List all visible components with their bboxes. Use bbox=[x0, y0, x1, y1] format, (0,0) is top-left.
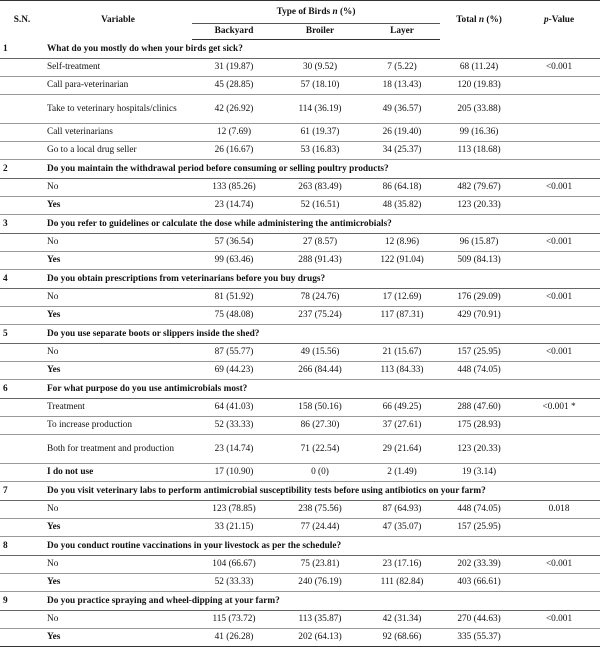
question-row bbox=[0, 325, 600, 344]
p-value bbox=[518, 95, 600, 124]
backyard-value: 41 (26.28) bbox=[192, 629, 276, 647]
answer-row bbox=[0, 464, 600, 482]
layer-value: 92 (68.66) bbox=[364, 629, 440, 647]
question-row bbox=[0, 592, 600, 611]
broiler-value: 53 (16.83) bbox=[276, 142, 364, 160]
total-value: 99 (16.36) bbox=[440, 124, 518, 142]
answer-row bbox=[0, 307, 600, 325]
layer-value: 37 (27.61) bbox=[364, 417, 440, 435]
question-row bbox=[0, 40, 600, 59]
header-backyard: Backyard bbox=[192, 24, 276, 40]
question-text: Do you maintain the withdrawal period before consuming or selling poultry products? bbox=[44, 160, 600, 179]
question-number: 2 bbox=[0, 160, 44, 179]
answer-label: I do not use bbox=[44, 464, 192, 482]
broiler-value: 57 (18.10) bbox=[276, 77, 364, 95]
layer-value: 26 (19.40) bbox=[364, 124, 440, 142]
layer-value: 17 (12.69) bbox=[364, 289, 440, 307]
total-value: 429 (70.91) bbox=[440, 307, 518, 325]
question-text: Do you refer to guidelines or calculate the dose while administering the antimicrobials? bbox=[44, 215, 600, 234]
broiler-value: 114 (36.19) bbox=[276, 95, 364, 124]
answer-label: No bbox=[44, 234, 192, 252]
total-value: 157 (25.95) bbox=[440, 344, 518, 362]
question-text: Do you conduct routine vaccinations in your livestock as per the schedule? bbox=[44, 537, 600, 556]
p-value: <0.001 bbox=[518, 344, 600, 362]
answer-row bbox=[0, 362, 600, 380]
layer-value: 42 (31.34) bbox=[364, 611, 440, 629]
question-number: 5 bbox=[0, 325, 44, 344]
broiler-value: 238 (75.56) bbox=[276, 501, 364, 519]
broiler-value: 27 (8.57) bbox=[276, 234, 364, 252]
p-value bbox=[518, 362, 600, 380]
table-body bbox=[0, 40, 600, 647]
question-number: 6 bbox=[0, 380, 44, 399]
blank-cell bbox=[0, 179, 44, 197]
layer-value: 23 (17.16) bbox=[364, 556, 440, 574]
backyard-value: 115 (73.72) bbox=[192, 611, 276, 629]
blank-cell bbox=[0, 399, 44, 417]
answer-label: Yes bbox=[44, 362, 192, 380]
blank-cell bbox=[0, 611, 44, 629]
broiler-value: 240 (76.19) bbox=[276, 574, 364, 592]
total-value: 270 (44.63) bbox=[440, 611, 518, 629]
layer-value: 2 (1.49) bbox=[364, 464, 440, 482]
layer-value: 49 (36.57) bbox=[364, 95, 440, 124]
question-number: 8 bbox=[0, 537, 44, 556]
answer-label: Yes bbox=[44, 519, 192, 537]
backyard-value: 42 (26.92) bbox=[192, 95, 276, 124]
p-value: <0.001 bbox=[518, 59, 600, 77]
blank-cell bbox=[0, 307, 44, 325]
blank-cell bbox=[0, 142, 44, 160]
blank-cell bbox=[0, 362, 44, 380]
answer-row bbox=[0, 344, 600, 362]
blank-cell bbox=[0, 77, 44, 95]
total-value: 113 (18.68) bbox=[440, 142, 518, 160]
p-value bbox=[518, 519, 600, 537]
answer-label: Call para-veterinarian bbox=[44, 77, 192, 95]
layer-value: 122 (91.04) bbox=[364, 252, 440, 270]
layer-value: 47 (35.07) bbox=[364, 519, 440, 537]
answer-row bbox=[0, 124, 600, 142]
answer-label: Yes bbox=[44, 629, 192, 647]
question-number: 7 bbox=[0, 482, 44, 501]
total-value: 509 (84.13) bbox=[440, 252, 518, 270]
answer-row bbox=[0, 556, 600, 574]
answer-label: Yes bbox=[44, 307, 192, 325]
blank-cell bbox=[0, 417, 44, 435]
answer-label: To increase production bbox=[44, 417, 192, 435]
broiler-value: 49 (15.56) bbox=[276, 344, 364, 362]
p-value bbox=[518, 197, 600, 215]
total-value: 205 (33.88) bbox=[440, 95, 518, 124]
question-text: What do you mostly do when your birds get sick? bbox=[44, 40, 600, 59]
answer-label: No bbox=[44, 611, 192, 629]
broiler-value: 77 (24.44) bbox=[276, 519, 364, 537]
answer-label: No bbox=[44, 344, 192, 362]
answer-row bbox=[0, 77, 600, 95]
total-value: 120 (19.83) bbox=[440, 77, 518, 95]
broiler-value: 86 (27.30) bbox=[276, 417, 364, 435]
backyard-value: 104 (66.67) bbox=[192, 556, 276, 574]
p-value: <0.001 bbox=[518, 556, 600, 574]
p-value: <0.001 bbox=[518, 179, 600, 197]
question-row bbox=[0, 482, 600, 501]
table-header bbox=[0, 1, 600, 40]
p-value: <0.001 * bbox=[518, 399, 600, 417]
question-number: 4 bbox=[0, 270, 44, 289]
answer-label: No bbox=[44, 501, 192, 519]
broiler-value: 52 (16.51) bbox=[276, 197, 364, 215]
header-pvalue: p-Value bbox=[518, 1, 600, 40]
total-value: 175 (28.93) bbox=[440, 417, 518, 435]
answer-row bbox=[0, 95, 600, 124]
backyard-value: 57 (36.54) bbox=[192, 234, 276, 252]
blank-cell bbox=[0, 464, 44, 482]
layer-value: 21 (15.67) bbox=[364, 344, 440, 362]
total-value: 202 (33.39) bbox=[440, 556, 518, 574]
blank-cell bbox=[0, 59, 44, 77]
backyard-value: 87 (55.77) bbox=[192, 344, 276, 362]
answer-row bbox=[0, 501, 600, 519]
total-value: 448 (74.05) bbox=[440, 501, 518, 519]
layer-value: 34 (25.37) bbox=[364, 142, 440, 160]
total-value: 123 (20.33) bbox=[440, 435, 518, 464]
header-type-of-birds bbox=[192, 1, 440, 24]
broiler-value: 266 (84.44) bbox=[276, 362, 364, 380]
question-text: Do you use separate boots or slippers inside the shed? bbox=[44, 325, 600, 344]
total-value: 403 (66.61) bbox=[440, 574, 518, 592]
answer-label: No bbox=[44, 179, 192, 197]
broiler-value: 30 (9.52) bbox=[276, 59, 364, 77]
answer-row bbox=[0, 519, 600, 537]
answer-row bbox=[0, 197, 600, 215]
backyard-value: 81 (51.92) bbox=[192, 289, 276, 307]
p-value: <0.001 bbox=[518, 289, 600, 307]
blank-cell bbox=[0, 519, 44, 537]
answer-label: Treatment bbox=[44, 399, 192, 417]
backyard-value: 23 (14.74) bbox=[192, 197, 276, 215]
total-value: 157 (25.95) bbox=[440, 519, 518, 537]
total-value: 96 (15.87) bbox=[440, 234, 518, 252]
header-broiler: Broiler bbox=[276, 24, 364, 40]
total-value: 123 (20.33) bbox=[440, 197, 518, 215]
layer-value: 18 (13.43) bbox=[364, 77, 440, 95]
backyard-value: 12 (7.69) bbox=[192, 124, 276, 142]
answer-row bbox=[0, 435, 600, 464]
answer-row bbox=[0, 59, 600, 77]
layer-value: 48 (35.82) bbox=[364, 197, 440, 215]
broiler-value: 158 (50.16) bbox=[276, 399, 364, 417]
question-row bbox=[0, 160, 600, 179]
backyard-value: 64 (41.03) bbox=[192, 399, 276, 417]
backyard-value: 33 (21.15) bbox=[192, 519, 276, 537]
layer-value: 87 (64.93) bbox=[364, 501, 440, 519]
broiler-value: 237 (75.24) bbox=[276, 307, 364, 325]
backyard-value: 31 (19.87) bbox=[192, 59, 276, 77]
total-value: 68 (11.24) bbox=[440, 59, 518, 77]
question-row bbox=[0, 380, 600, 399]
blank-cell bbox=[0, 629, 44, 647]
p-value bbox=[518, 464, 600, 482]
layer-value: 86 (64.18) bbox=[364, 179, 440, 197]
question-text: Do you visit veterinary labs to perform antimicrobial susceptibility tests before using antibiotics on your farm? bbox=[44, 482, 600, 501]
blank-cell bbox=[0, 435, 44, 464]
total-value: 448 (74.05) bbox=[440, 362, 518, 380]
p-value bbox=[518, 124, 600, 142]
blank-cell bbox=[0, 252, 44, 270]
backyard-value: 69 (44.23) bbox=[192, 362, 276, 380]
answer-row bbox=[0, 142, 600, 160]
blank-cell bbox=[0, 289, 44, 307]
total-value: 482 (79.67) bbox=[440, 179, 518, 197]
p-value bbox=[518, 142, 600, 160]
p-value bbox=[518, 252, 600, 270]
layer-value: 113 (84.33) bbox=[364, 362, 440, 380]
header-type-of-birds-label: Type of Birds n (%) bbox=[276, 6, 356, 17]
answer-row bbox=[0, 179, 600, 197]
broiler-value: 71 (22.54) bbox=[276, 435, 364, 464]
answer-row bbox=[0, 417, 600, 435]
backyard-value: 133 (85.26) bbox=[192, 179, 276, 197]
backyard-value: 23 (14.74) bbox=[192, 435, 276, 464]
backyard-value: 52 (33.33) bbox=[192, 417, 276, 435]
question-text: Do you obtain prescriptions from veterinarians before you buy drugs? bbox=[44, 270, 600, 289]
total-value: 335 (55.37) bbox=[440, 629, 518, 647]
backyard-value: 99 (63.46) bbox=[192, 252, 276, 270]
p-value: <0.001 bbox=[518, 234, 600, 252]
layer-value: 7 (5.22) bbox=[364, 59, 440, 77]
answer-label: Both for treatment and production bbox=[44, 435, 192, 464]
broiler-value: 78 (24.76) bbox=[276, 289, 364, 307]
answer-label: Yes bbox=[44, 574, 192, 592]
p-value bbox=[518, 629, 600, 647]
question-row bbox=[0, 537, 600, 556]
question-number: 3 bbox=[0, 215, 44, 234]
answer-row bbox=[0, 574, 600, 592]
p-value bbox=[518, 307, 600, 325]
answer-row bbox=[0, 252, 600, 270]
p-value: <0.001 bbox=[518, 611, 600, 629]
blank-cell bbox=[0, 95, 44, 124]
total-value: 19 (3.14) bbox=[440, 464, 518, 482]
question-text: Do you practice spraying and wheel-dipping at your farm? bbox=[44, 592, 600, 611]
answer-label: No bbox=[44, 556, 192, 574]
answer-label: No bbox=[44, 289, 192, 307]
header-total: Total n (%) bbox=[440, 1, 518, 40]
answer-row bbox=[0, 399, 600, 417]
broiler-value: 288 (91.43) bbox=[276, 252, 364, 270]
broiler-value: 0 (0) bbox=[276, 464, 364, 482]
answer-label: Call veterinarians bbox=[44, 124, 192, 142]
broiler-value: 202 (64.13) bbox=[276, 629, 364, 647]
layer-value: 29 (21.64) bbox=[364, 435, 440, 464]
question-text: For what purpose do you use antimicrobials most? bbox=[44, 380, 600, 399]
answer-label: Self-treatment bbox=[44, 59, 192, 77]
blank-cell bbox=[0, 344, 44, 362]
backyard-value: 52 (33.33) bbox=[192, 574, 276, 592]
answer-label: Yes bbox=[44, 197, 192, 215]
question-row bbox=[0, 270, 600, 289]
p-value bbox=[518, 574, 600, 592]
p-value bbox=[518, 417, 600, 435]
broiler-value: 113 (35.87) bbox=[276, 611, 364, 629]
blank-cell bbox=[0, 501, 44, 519]
backyard-value: 75 (48.08) bbox=[192, 307, 276, 325]
layer-value: 111 (82.84) bbox=[364, 574, 440, 592]
layer-value: 117 (87.31) bbox=[364, 307, 440, 325]
question-number: 1 bbox=[0, 40, 44, 59]
question-row bbox=[0, 215, 600, 234]
total-value: 288 (47.60) bbox=[440, 399, 518, 417]
broiler-value: 75 (23.81) bbox=[276, 556, 364, 574]
blank-cell bbox=[0, 556, 44, 574]
broiler-value: 61 (19.37) bbox=[276, 124, 364, 142]
answer-row bbox=[0, 234, 600, 252]
answer-row bbox=[0, 289, 600, 307]
blank-cell bbox=[0, 197, 44, 215]
backyard-value: 26 (16.67) bbox=[192, 142, 276, 160]
answer-row bbox=[0, 629, 600, 647]
broiler-value: 263 (83.49) bbox=[276, 179, 364, 197]
p-value bbox=[518, 435, 600, 464]
layer-value: 66 (49.25) bbox=[364, 399, 440, 417]
header-variable: Variable bbox=[44, 1, 192, 40]
total-value: 176 (29.09) bbox=[440, 289, 518, 307]
blank-cell bbox=[0, 574, 44, 592]
header-sn: S.N. bbox=[0, 1, 44, 40]
layer-value: 12 (8.96) bbox=[364, 234, 440, 252]
answer-row bbox=[0, 611, 600, 629]
answer-label: Yes bbox=[44, 252, 192, 270]
blank-cell bbox=[0, 234, 44, 252]
backyard-value: 17 (10.90) bbox=[192, 464, 276, 482]
backyard-value: 123 (78.85) bbox=[192, 501, 276, 519]
blank-cell bbox=[0, 124, 44, 142]
backyard-value: 45 (28.85) bbox=[192, 77, 276, 95]
p-value: 0.018 bbox=[518, 501, 600, 519]
answer-label: Take to veterinary hospitals/clinics bbox=[44, 95, 192, 124]
p-value bbox=[518, 77, 600, 95]
question-number: 9 bbox=[0, 592, 44, 611]
header-layer: Layer bbox=[364, 24, 440, 40]
answer-label: Go to a local drug seller bbox=[44, 142, 192, 160]
